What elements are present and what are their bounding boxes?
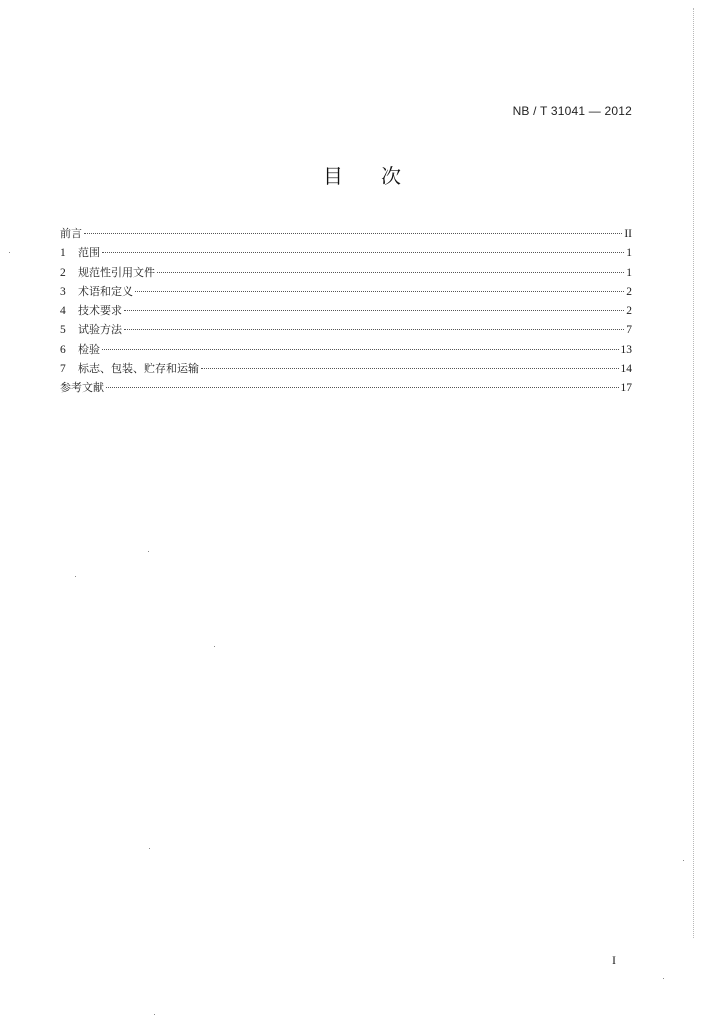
- toc-entry-page: 1: [626, 247, 632, 260]
- document-code: NB / T 31041 — 2012: [512, 104, 632, 118]
- toc-entry-scope[interactable]: [60, 243, 632, 262]
- toc-entry-page: 13: [620, 343, 632, 356]
- toc-entry-label: 试验方法: [78, 323, 122, 337]
- toc-entry-terms-definitions[interactable]: [60, 282, 632, 301]
- toc-title: 目次: [323, 164, 439, 188]
- toc-entry-number: 1: [60, 247, 66, 260]
- scan-speck: [154, 1014, 155, 1015]
- toc-entry-number: 3: [60, 285, 66, 298]
- toc-entry-number: 2: [60, 266, 66, 279]
- toc-entry-page: 14: [620, 363, 632, 376]
- toc-entry-number: 6: [60, 343, 66, 356]
- toc-entry-page: 17: [620, 382, 632, 395]
- toc-dot-leader: [157, 272, 624, 273]
- toc-entry-foreword[interactable]: [60, 224, 632, 243]
- toc-entry-marking-packaging[interactable]: [60, 359, 632, 378]
- scan-speck: [9, 252, 10, 253]
- scan-speck: [149, 848, 150, 849]
- toc-dot-leader: [124, 329, 624, 330]
- toc-entry-label: 范围: [78, 246, 100, 260]
- toc-entry-page: 1: [626, 266, 632, 279]
- toc-entry-page: II: [624, 228, 632, 240]
- toc-dot-leader: [124, 310, 624, 311]
- toc-entry-number: 7: [60, 363, 66, 376]
- toc-dot-leader: [84, 233, 622, 234]
- toc-entry-page: 7: [626, 324, 632, 337]
- page-number: I: [612, 953, 616, 967]
- table-of-contents: [60, 224, 632, 398]
- toc-entry-technical-requirements[interactable]: [60, 301, 632, 320]
- toc-entry-bibliography[interactable]: [60, 378, 632, 397]
- toc-entry-page: 2: [626, 285, 632, 298]
- toc-entry-label: 检验: [78, 342, 100, 356]
- toc-entry-label: 规范性引用文件: [78, 265, 155, 279]
- scan-speck: [148, 551, 149, 552]
- toc-dot-leader: [102, 252, 624, 253]
- toc-dot-leader: [102, 349, 619, 350]
- toc-dot-leader: [201, 368, 619, 369]
- toc-entry-inspection[interactable]: [60, 340, 632, 359]
- toc-entry-page: 2: [626, 305, 632, 318]
- toc-entry-label: 术语和定义: [78, 284, 133, 298]
- toc-entry-label: 技术要求: [78, 304, 122, 318]
- scan-speck: [214, 646, 215, 647]
- scan-speck: [75, 576, 76, 577]
- toc-entry-label: 参考文献: [60, 381, 104, 395]
- toc-entry-number: 5: [60, 324, 66, 337]
- toc-entry-test-methods[interactable]: [60, 320, 632, 339]
- scan-speck: [683, 860, 684, 861]
- toc-entry-normative-references[interactable]: [60, 263, 632, 282]
- toc-entry-label: 标志、包装、贮存和运输: [78, 362, 199, 376]
- toc-dot-leader: [135, 291, 624, 292]
- toc-entry-number: 4: [60, 305, 66, 318]
- scan-speck: [663, 978, 664, 979]
- scan-edge: [693, 8, 694, 938]
- toc-entry-label: 前言: [60, 227, 82, 240]
- toc-dot-leader: [106, 387, 619, 388]
